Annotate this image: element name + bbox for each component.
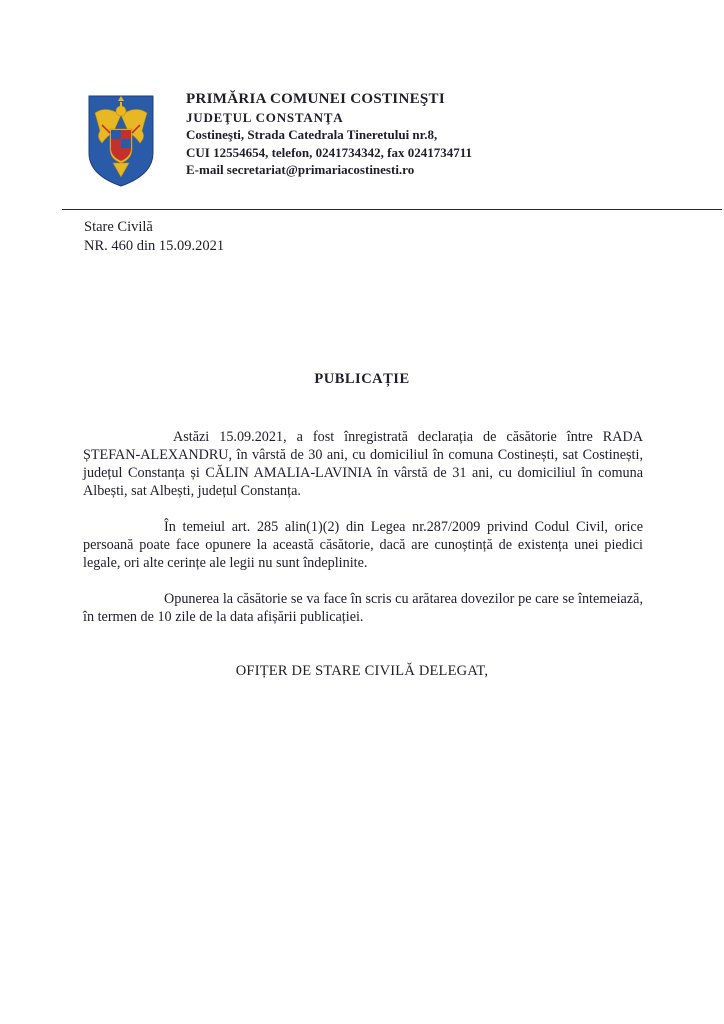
body-paragraph-1-text: Astăzi 15.09.2021, a fost înregistrată declarația de căsătorie între RADA ȘTEFAN-ALEXANDRU, în vârstă de 30 ani, cu domiciliul în comuna Costinești, sat Costinești, județul Constanța și CĂLIN AMALIA-LAVINIA în vârstă de 31 ani, cu domiciliul în comuna Albești, sat Albești, județul Constanța.: [83, 429, 643, 499]
header-divider: [62, 209, 722, 210]
body-paragraph-3: [83, 590, 643, 626]
institution-email: E-mail secretariat@primariacostinesti.ro: [186, 162, 415, 177]
institution-address: Costineşti, Strada Catedrala Tineretului nr.8,: [186, 127, 438, 142]
registry-department: Stare Civilă: [84, 219, 153, 235]
letterhead: [186, 91, 472, 179]
body-paragraph-1: [83, 428, 643, 500]
signature-line: OFIȚER DE STARE CIVILĂ DELEGAT,: [235, 663, 489, 679]
romania-coat-of-arms-icon: [86, 93, 156, 189]
county-name: JUDEŢUL CONSTANŢA: [186, 109, 344, 125]
body-paragraph-2: [83, 518, 643, 572]
document-title: PUBLICAȚIE: [314, 371, 410, 387]
registry-info: [84, 218, 224, 256]
body-paragraph-3-text: Opunerea la căsătorie se va face în scris cu arătarea dovezilor pe care se întemeiază, în termen de 10 zile de la data afișării publicației.: [83, 591, 643, 625]
institution-contact: CUI 12554654, telefon, 0241734342, fax 0241734711: [186, 144, 472, 160]
registry-number: NR. 460 din 15.09.2021: [84, 238, 225, 254]
body-paragraph-2-text: În temeiul art. 285 alin(1)(2) din Legea nr.287/2009 privind Codul Civil, orice persoană poate face opunere la această căsătorie, dacă are cunoștință de existența unei piedici legale, ori alte cerințe ale legii nu sunt îndeplinite.: [83, 519, 643, 571]
institution-name: PRIMĂRIA COMUNEI COSTINEŞTI: [186, 91, 445, 107]
